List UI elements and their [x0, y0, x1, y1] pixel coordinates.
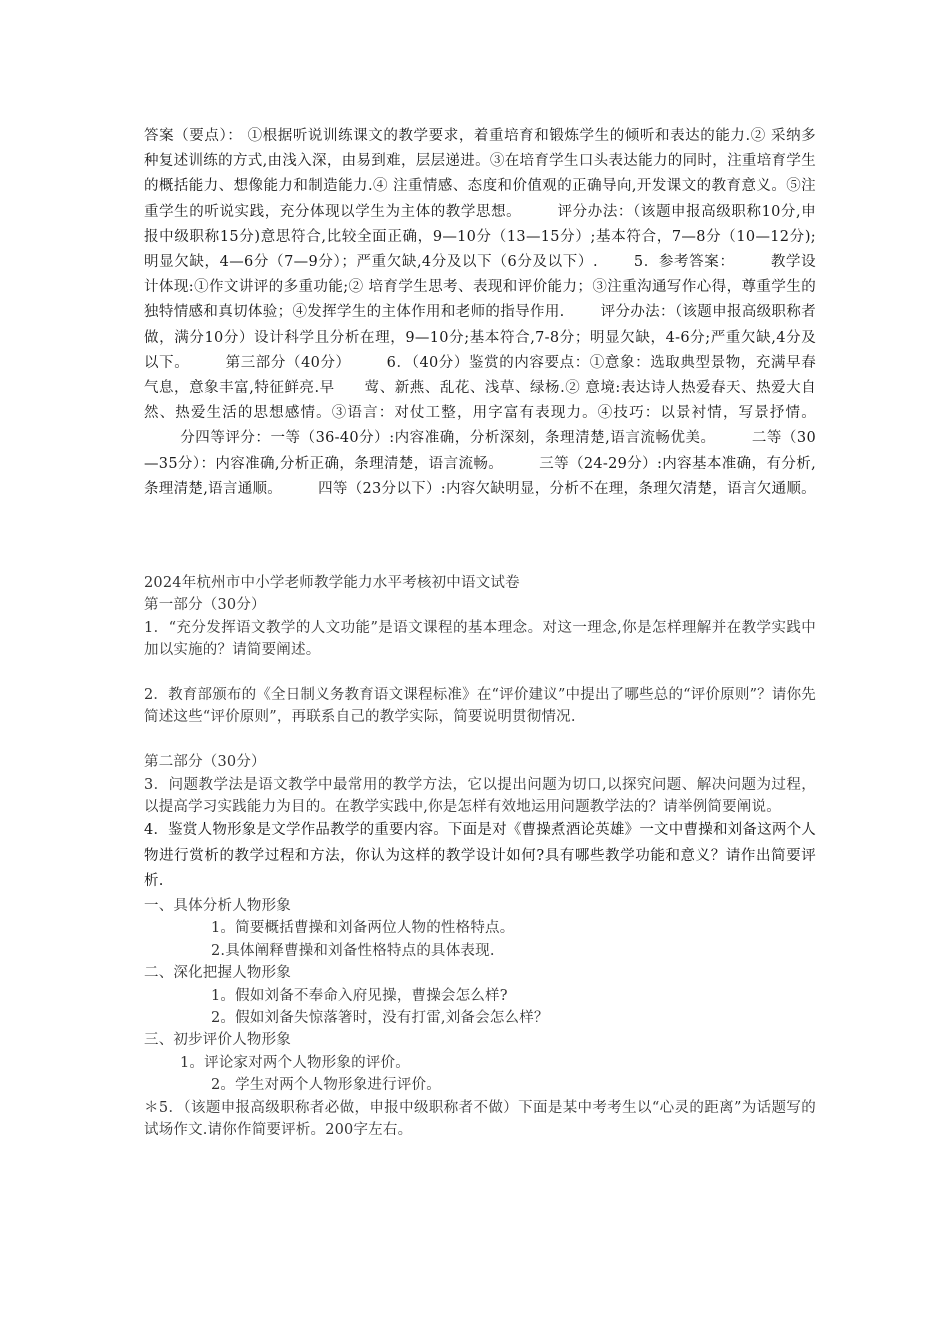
- question-3: 3．问题教学法是语文教学中最常用的教学方法，它以提出问题为切口,以探究问题、解决问题为过程，以提高学习实践能力为目的。在教学实践中,你是怎样有效地运用问题教学法的？请举例简要阐说。: [144, 776, 816, 816]
- q6-points: 鉴赏的内容要点：①意象：选取典型景物，充满早春气息，意象丰富,特征鲜亮.早 莺、新燕、乱花、浅草、绿杨.② 意境:表达诗人热爱春天、热爱大自然、热爱生活的思想感情。③语言：对仗工整，用字富有表现力。④技巧：以景衬情，写景抒情。: [144, 354, 816, 422]
- q6-level2: 二等（30—35分）：内容准确,分析正确，条理清楚，语言流畅。: [144, 430, 816, 472]
- answer4-scoring: 评分办法：（该题申报高级职称10分,申报中级职称15分)意思符合,比较全面正确，9—10分（13—15分）;基本符合，7—8分（10—12分);明显欠缺，4—6分（7—9分）；严重欠缺,4分及以下（6分及以下）.: [144, 203, 816, 271]
- q6-level1: 一等（36-40分）:内容准确，分析深刻，条理清楚,语言流畅优美。: [270, 430, 716, 447]
- section-3-heading: 三、初步评价人物形象: [144, 1032, 291, 1049]
- part3-heading: 第三部分（40分）: [225, 354, 351, 371]
- answer-block: [144, 124, 816, 502]
- section-2-item-1: 1。假如刘备不奉命入府见操，曹操会怎么样?: [211, 987, 508, 1004]
- section-1-item-2: 2.具体阐释曹操和刘备性格特点的具体表现.: [211, 942, 495, 959]
- part1-heading: 第一部分（30分）: [144, 597, 266, 614]
- question-2: 2．教育部颁布的《全日制义务教育语文课程标准》在“评价建议”中提出了哪些总的“评价原则”？请你先简述这些“评价原则”，再联系自己的教学实际，简要说明贯彻情况.: [144, 687, 816, 726]
- section-2-heading: 二、深化把握人物形象: [144, 965, 291, 982]
- question-5: ＊5．（该题申报高级职称者必做，申报中级职称者不做）下面是某中考考生以“心灵的距离”为话题写的试场作文.请你作简要评析。200字左右。: [144, 1099, 816, 1138]
- section-3-item-2: 2。学生对两个人物形象进行评价。: [211, 1077, 441, 1094]
- answer5-scoring: 评分办法：（该题申报高级职称者做，满分10分）设计科学且分析在理，9—10分;基本符合,7-8分；明显欠缺，4-6分;严重欠缺,4分及以下。: [144, 304, 817, 371]
- section-1-item-1: 1。简要概括曹操和刘备两位人物的性格特点。: [211, 920, 515, 937]
- exam-title: 2024年杭州市中小学老师教学能力水平考核初中语文试卷: [144, 575, 520, 591]
- q6-level4: 四等（23分以下）:内容欠缺明显，分析不在理，条理欠清楚，语言欠通顺。: [318, 480, 816, 497]
- section-1-heading: 一、具体分析人物形象: [144, 897, 291, 914]
- answer5-design: 教学设计体现:①作文讲评的多重功能;② 培育学生思考、表现和评价能力；③注重沟通写作心得，尊重学生的独特情感和真切体验；④发挥学生的主体作用和老师的指导作用.: [144, 254, 816, 321]
- q6-heading: 6．（40分）: [386, 354, 469, 371]
- exam-paper: [144, 572, 816, 1141]
- q6-levels-intro: 分四等评分：: [180, 430, 271, 447]
- q6-level3: 三等（24-29分）:内容基本准确，有分析,条理清楚,语言通顺。: [144, 455, 816, 497]
- section-3-item-1: 1。评论家对两个人物形象的评价。: [180, 1054, 410, 1071]
- question-4: 4．鉴赏人物形象是文学作品教学的重要内容。下面是对《曹操煮酒论英雄》一文中曹操和刘备这两个人物进行赏析的教学过程和方法，你认为这样的教学设计如何?具有哪些教学功能和意义？请作出简要评析.: [144, 822, 816, 890]
- part2-heading: 第二部分（30分）: [144, 754, 266, 771]
- answer4-points: 答案（要点）： ①根据听说训练课文的教学要求，着重培育和锻炼学生的倾听和表达的能力.② 采纳多种复述训练的方式,由浅入深，由易到难，层层递进。③在培育学生口头表达能力的同时，注重培育学生的概括能力、想像能力和制造能力.④ 注重情感、态度和价值观的正确导向,开发课文的教育意义。⑤注重学生的听说实践，充分体现以学生为主体的教学思想。: [144, 128, 816, 220]
- question-1: 1．“充分发挥语文教学的人文功能”是语文课程的基本理念。对这一理念,你是怎样理解并在教学实践中加以实施的？请简要阐述。: [144, 619, 816, 659]
- section-2-item-2: 2。假如刘备失惊落箸时，没有打雷,刘备会怎么样？: [211, 1009, 549, 1026]
- answer5-points: 5．参考答案：: [633, 254, 735, 271]
